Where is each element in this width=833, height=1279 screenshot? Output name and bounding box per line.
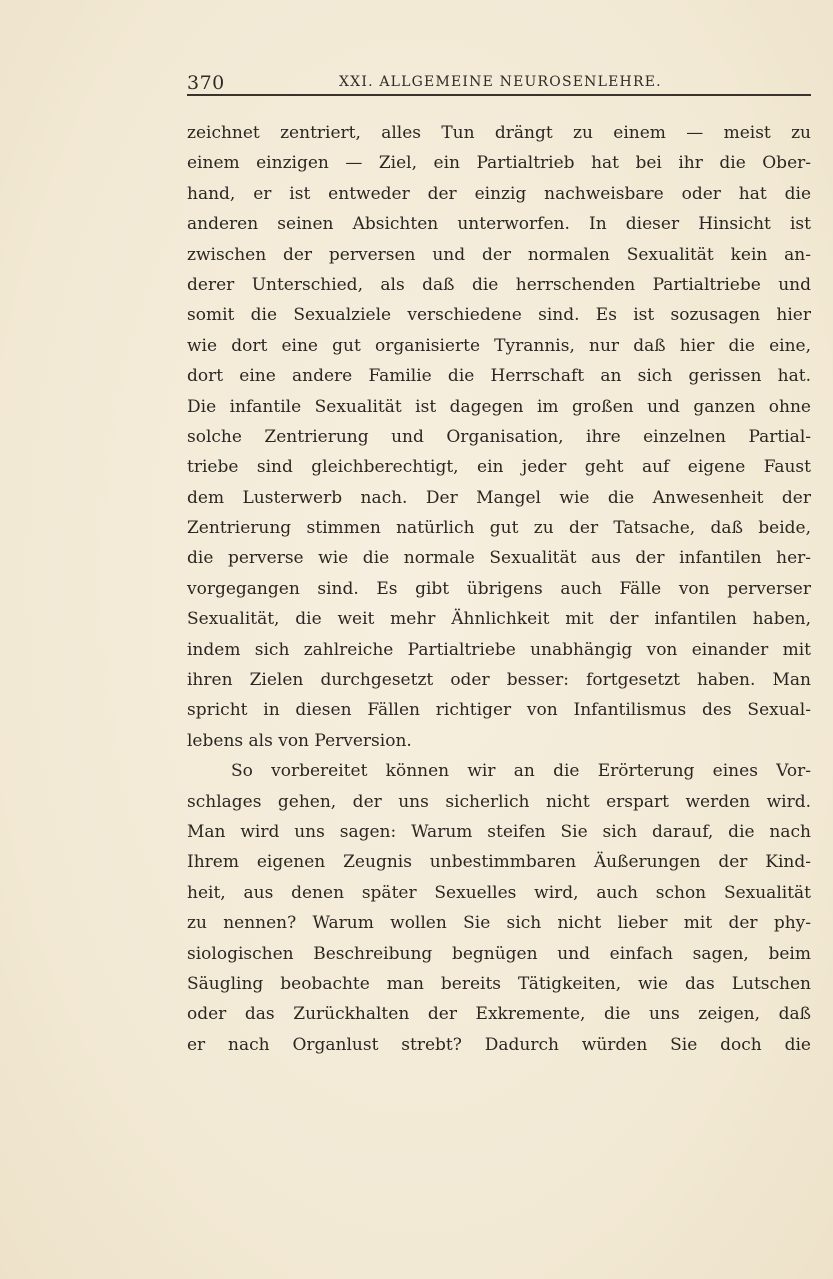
text-line: dem Lusterwerb nach. Der Mangel wie die Anwesenheit der — [187, 487, 811, 508]
text-line: indem sich zahlreiche Partialtriebe unabhängig von einander mit — [187, 639, 811, 660]
text-line: anderen seinen Absichten unterworfen. In dieser Hinsicht ist — [187, 214, 811, 235]
running-head: XXI. ALLGEMEINE NEUROSENLEHRE. — [339, 74, 662, 90]
text-line: spricht in diesen Fällen richtiger von Infantilismus des Sexual- — [187, 700, 811, 721]
body-text — [187, 118, 811, 1060]
text-line: ihren Zielen durchgesetzt oder besser: fortgesetzt haben. Man — [187, 670, 811, 691]
text-line: zeichnet zentriert, alles Tun drängt zu einem — meist zu — [187, 123, 811, 143]
text-line: Zentrierung stimmen natürlich gut zu der Tatsache, daß beide, — [187, 518, 811, 539]
paragraph-first-line: So vorbereitet können wir an die Erörterung eines Vor- — [231, 761, 811, 782]
page-header — [187, 64, 811, 96]
text-line: solche Zentrierung und Organisation, ihre einzelnen Partial- — [187, 426, 811, 447]
text-line: er nach Organlust strebt? Dadurch würden Sie doch die — [187, 1034, 811, 1055]
text-line: zwischen der perversen und der normalen Sexualität kein an- — [187, 244, 811, 265]
text-line: schlages gehen, der uns sicherlich nicht erspart werden wird. — [187, 791, 811, 812]
paragraph-end-line: lebens als von Perversion. — [187, 730, 412, 751]
text-line: dort eine andere Familie die Herrschaft an sich gerissen hat. — [187, 366, 811, 387]
text-line: wie dort eine gut organisierte Tyrannis, nur daß hier die eine, — [187, 335, 811, 356]
text-line: Die infantile Sexualität ist dagegen im großen und ganzen ohne — [187, 396, 811, 417]
text-line: siologischen Beschreibung begnügen und einfach sagen, beim — [187, 943, 811, 964]
text-line: einem einzigen — Ziel, ein Partialtrieb hat bei ihr die Ober- — [187, 153, 811, 174]
text-line: oder das Zurückhalten der Exkremente, die uns zeigen, daß — [187, 1004, 811, 1025]
text-line: triebe sind gleichberechtigt, ein jeder geht auf eigene Faust — [187, 457, 811, 478]
text-line: die perverse wie die normale Sexualität aus der infantilen her- — [187, 548, 811, 569]
text-line: hand, er ist entweder der einzig nachweisbare oder hat die — [187, 183, 811, 204]
text-line: zu nennen? Warum wollen Sie sich nicht lieber mit der phy- — [187, 913, 811, 934]
text-line: heit, aus denen später Sexuelles wird, auch schon Sexualität — [187, 882, 811, 903]
text-line: Ihrem eigenen Zeugnis unbestimmbaren Äußerungen der Kind- — [187, 852, 811, 873]
text-line: derer Unterschied, als daß die herrschenden Partialtriebe und — [187, 274, 811, 295]
text-line: Sexualität, die weit mehr Ähnlichkeit mit der infantilen haben, — [187, 609, 811, 630]
text-line: Säugling beobachte man bereits Tätigkeiten, wie das Lutschen — [187, 973, 811, 994]
text-line: Man wird uns sagen: Warum steifen Sie sich darauf, die nach — [187, 821, 811, 842]
text-line: somit die Sexualziele verschiedene sind. Es ist sozusagen hier — [187, 305, 811, 326]
page-number: 370 — [187, 72, 225, 94]
text-line: vorgegangen sind. Es gibt übrigens auch Fälle von perverser — [187, 578, 811, 599]
